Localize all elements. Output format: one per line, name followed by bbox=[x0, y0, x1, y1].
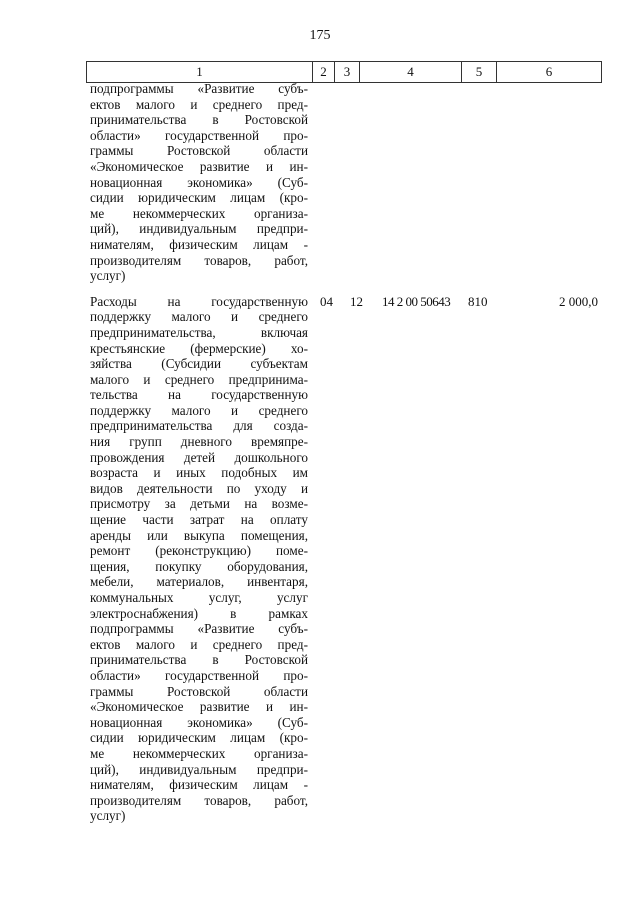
text-line: аренды или выкупа помещения, bbox=[90, 527, 308, 543]
text-line: производителям товаров, работ, bbox=[90, 792, 308, 808]
text-line: ме некоммерческих организа- bbox=[90, 745, 308, 761]
text-line: граммы Ростовской области bbox=[90, 683, 308, 699]
text-line: присмотру за детьми на возме- bbox=[90, 496, 308, 512]
text-line: услуг) bbox=[90, 808, 126, 824]
table-header-row bbox=[86, 61, 602, 83]
row2-description bbox=[86, 294, 308, 824]
text-line: предпринимательства для созда- bbox=[90, 418, 308, 434]
table-body bbox=[86, 81, 602, 824]
row1-description bbox=[86, 81, 308, 284]
header-col-4: 4 bbox=[359, 62, 461, 82]
text-line: сидии юридическим лицам (кро- bbox=[90, 190, 308, 206]
text-line: ектов малого и среднего пред- bbox=[90, 636, 308, 652]
text-line: мебели, материалов, инвентаря, bbox=[90, 574, 308, 590]
text-line: подпрограммы «Развитие субъ- bbox=[90, 621, 308, 637]
header-col-6: 6 bbox=[496, 62, 602, 82]
text-line: щения, покупку оборудования, bbox=[90, 558, 308, 574]
text-line: провождения детей дошкольного bbox=[90, 449, 308, 465]
text-line: видов деятельности по уходу и bbox=[90, 480, 308, 496]
text-line: ций), индивидуальным предпри- bbox=[90, 761, 308, 777]
text-line: Расходы на государственную bbox=[90, 293, 308, 309]
row2-section-code: 04 bbox=[320, 293, 333, 309]
header-col-5: 5 bbox=[461, 62, 496, 82]
text-line: области» государственной про- bbox=[90, 127, 308, 143]
text-line: крестьянские (фермерские) хо- bbox=[90, 340, 308, 356]
table-row bbox=[86, 294, 602, 824]
text-line: возраста и иных подобных им bbox=[90, 465, 308, 481]
text-line: поддержку малого и среднего bbox=[90, 402, 308, 418]
text-line: ремонт (реконструкцию) поме- bbox=[90, 543, 308, 559]
header-col-3: 3 bbox=[334, 62, 359, 82]
text-line: тельства на государственную bbox=[90, 387, 308, 403]
text-line: ме некоммерческих организа- bbox=[90, 205, 308, 221]
text-line: «Экономическое развитие и ин- bbox=[90, 158, 308, 174]
text-line: зяйства (Субсидии субъектам bbox=[90, 356, 308, 372]
text-line: щение части затрат на оплату bbox=[90, 512, 308, 528]
text-line: ектов малого и среднего пред- bbox=[90, 96, 308, 112]
text-line: принимательства в Ростовской bbox=[90, 112, 308, 128]
text-line: «Экономическое развитие и ин- bbox=[90, 699, 308, 715]
text-line: нимателям, физическим лицам - bbox=[90, 236, 308, 252]
header-col-2: 2 bbox=[312, 62, 334, 82]
text-line: сидии юридическим лицам (кро- bbox=[90, 730, 308, 746]
text-line: области» государственной про- bbox=[90, 667, 308, 683]
table-row bbox=[86, 81, 602, 284]
text-line: ния групп дневного времяпре- bbox=[90, 434, 308, 450]
text-line: граммы Ростовской области bbox=[90, 143, 308, 159]
text-line: производителям товаров, работ, bbox=[90, 252, 308, 268]
row2-subsection-code: 12 bbox=[350, 293, 363, 309]
row2-target-article-code: 14 2 00 50643 bbox=[382, 293, 451, 309]
text-line: принимательства в Ростовской bbox=[90, 652, 308, 668]
text-line: поддержку малого и среднего bbox=[90, 309, 308, 325]
text-line: новационная экономика» (Суб- bbox=[90, 174, 308, 190]
row2-expense-type-code: 810 bbox=[468, 293, 488, 309]
text-line: малого и среднего предпринима- bbox=[90, 371, 308, 387]
text-line: электроснабжения) в рамках bbox=[90, 605, 308, 621]
text-line: ций), индивидуальным предпри- bbox=[90, 221, 308, 237]
page-number: 175 bbox=[309, 28, 331, 43]
text-line: подпрограммы «Развитие субъ- bbox=[90, 81, 308, 96]
header-col-1: 1 bbox=[86, 62, 312, 82]
text-line: предпринимательства, включая bbox=[90, 324, 308, 340]
text-line: новационная экономика» (Суб- bbox=[90, 714, 308, 730]
text-line: услуг) bbox=[90, 268, 126, 284]
text-line: коммунальных услуг, услуг bbox=[90, 590, 308, 605]
row2-amount: 2 000,0 bbox=[559, 293, 598, 309]
text-line: нимателям, физическим лицам - bbox=[90, 777, 308, 793]
